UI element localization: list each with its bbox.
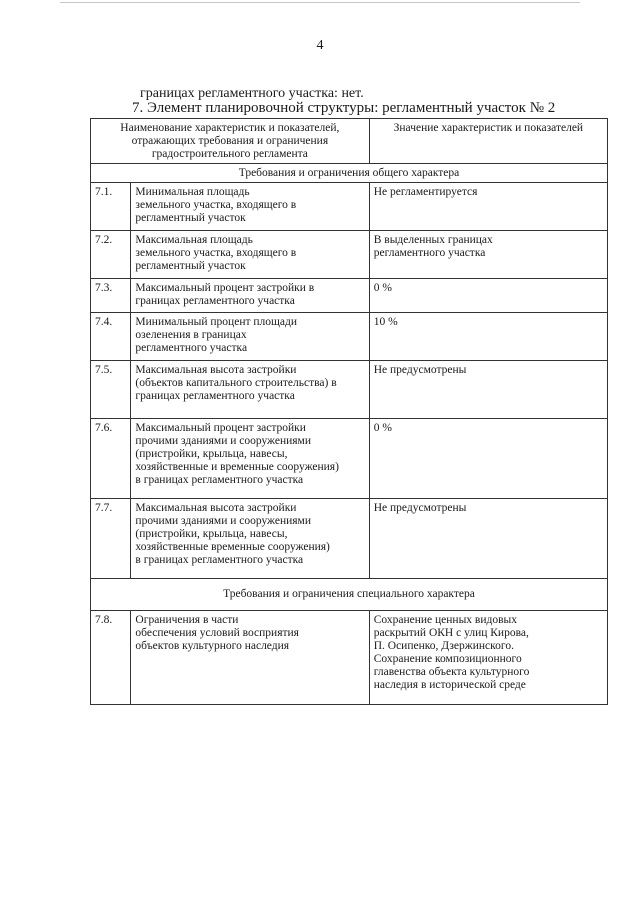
row-number: 7.7. xyxy=(91,499,131,579)
row-value: Сохранение ценных видовых раскрытий ОКН с улиц Кирова, П. Осипенко, Дзержинского. Сохранение композиционного главенства объекта культурного наследия в исторической среде xyxy=(369,611,607,705)
table-row xyxy=(91,279,608,313)
table-row xyxy=(91,419,608,499)
table-row xyxy=(91,183,608,231)
row-name: Максимальный процент застройки прочими зданиями и сооружениями (пристройки, крыльца, навесы, хозяйственные и временные сооружения) в границах регламентного участка xyxy=(131,419,369,499)
row-name: Максимальная площадь земельного участка, входящего в регламентный участок xyxy=(131,231,369,279)
table-header-row xyxy=(91,119,608,164)
scan-artifact-line xyxy=(60,2,580,3)
section-row-general xyxy=(91,164,608,183)
row-name: Максимальный процент застройки в границах регламентного участка xyxy=(131,279,369,313)
row-number: 7.1. xyxy=(91,183,131,231)
row-number: 7.3. xyxy=(91,279,131,313)
row-value: Не регламентируется xyxy=(369,183,607,231)
row-value: 0 % xyxy=(369,419,607,499)
row-name: Ограничения в части обеспечения условий восприятия объектов культурного наследия xyxy=(131,611,369,705)
header-value-cell: Значение характеристик и показателей xyxy=(369,119,607,164)
row-value: В выделенных границах регламентного участка xyxy=(369,231,607,279)
row-value: Не предусмотрены xyxy=(369,499,607,579)
row-name: Минимальная площадь земельного участка, входящего в регламентный участок xyxy=(131,183,369,231)
section-heading: 7. Элемент планировочной структуры: регламентный участок № 2 xyxy=(132,100,556,116)
row-number: 7.6. xyxy=(91,419,131,499)
row-name: Максимальная высота застройки прочими зданиями и сооружениями (пристройки, крыльца, навесы, хозяйственные временные сооружения) в границах регламентного участка xyxy=(131,499,369,579)
row-value: 0 % xyxy=(369,279,607,313)
table-row xyxy=(91,611,608,705)
row-name: Минимальный процент площади озеленения в границах регламентного участка xyxy=(131,313,369,361)
page-number: 4 xyxy=(316,38,324,53)
intro-line-1: границах регламентного участка: нет. xyxy=(140,86,364,101)
section-special-title: Требования и ограничения специального характера xyxy=(91,579,608,611)
row-value: 10 % xyxy=(369,313,607,361)
row-number: 7.8. xyxy=(91,611,131,705)
row-number: 7.2. xyxy=(91,231,131,279)
header-name-cell: Наименование характеристик и показателей, отражающих требования и ограничения градостроительного регламента xyxy=(91,119,370,164)
table-row xyxy=(91,313,608,361)
table-row xyxy=(91,499,608,579)
section-general-title: Требования и ограничения общего характера xyxy=(91,164,608,183)
row-name: Максимальная высота застройки (объектов капитального строительства) в границах регламентного участка xyxy=(131,361,369,419)
row-number: 7.5. xyxy=(91,361,131,419)
row-value: Не предусмотрены xyxy=(369,361,607,419)
table-row xyxy=(91,361,608,419)
regulations-table xyxy=(90,118,608,705)
table-row xyxy=(91,231,608,279)
section-row-special xyxy=(91,579,608,611)
row-number: 7.4. xyxy=(91,313,131,361)
